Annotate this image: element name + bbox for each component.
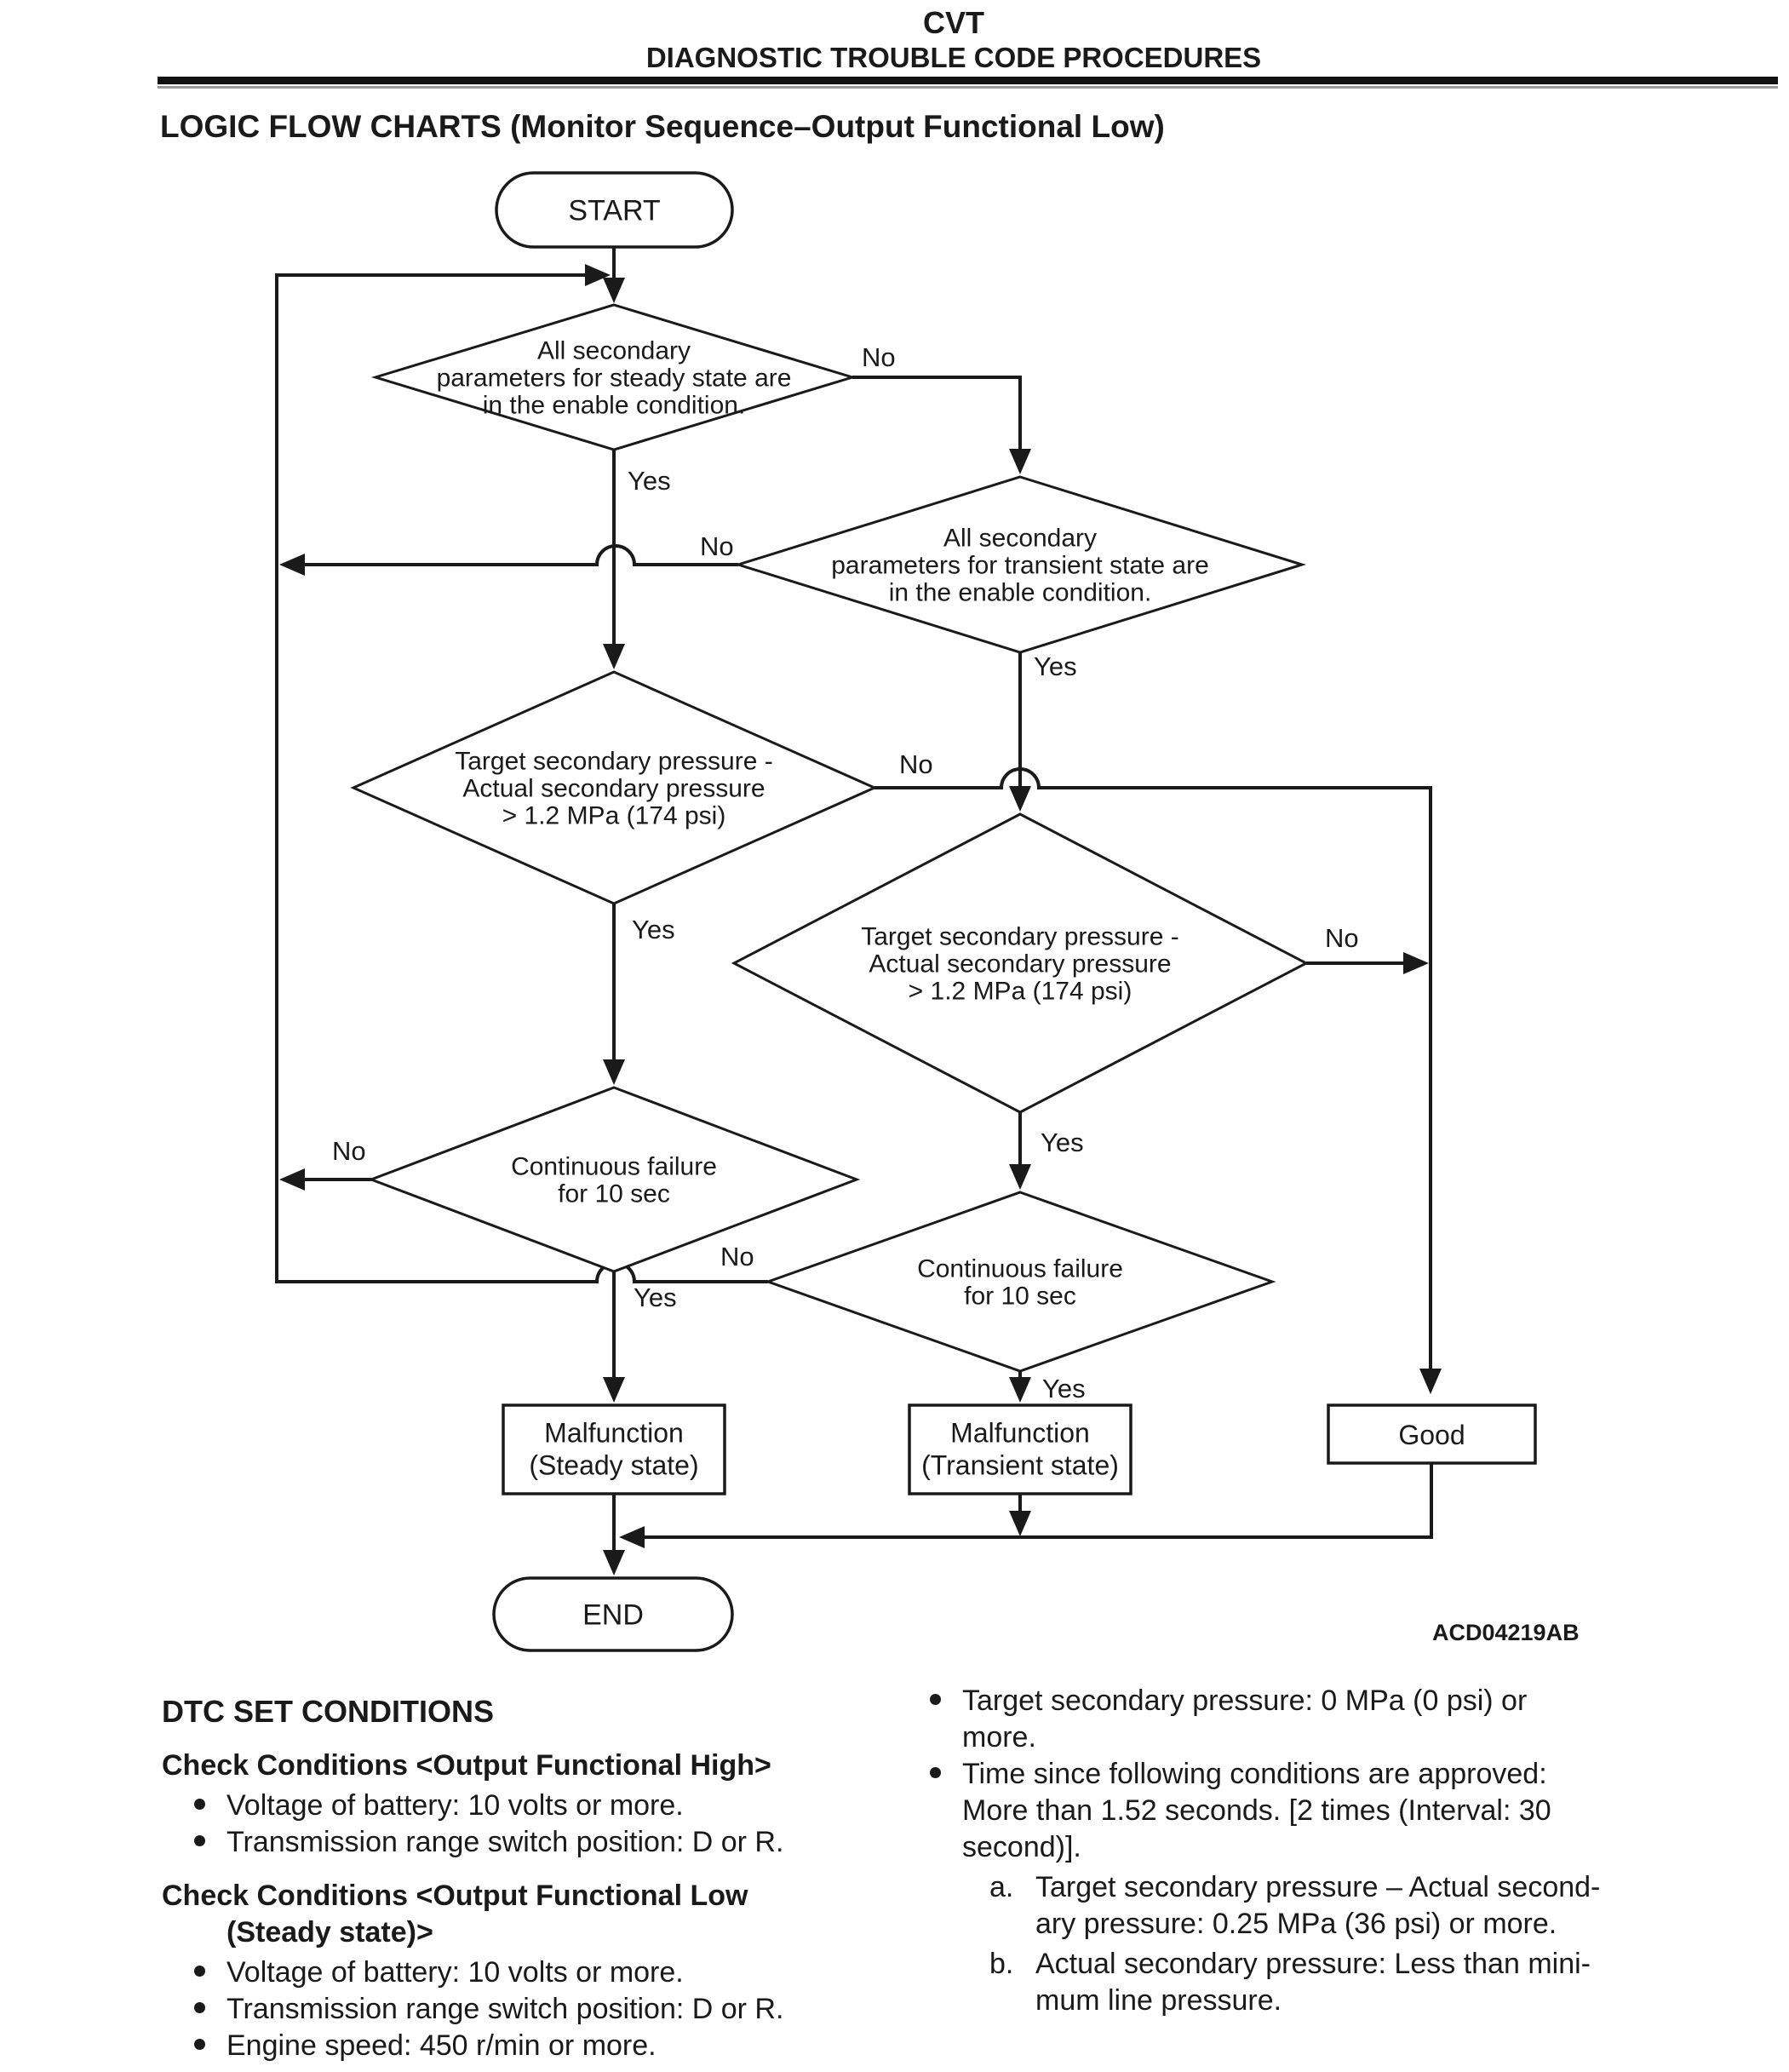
node-label-line: parameters for steady state are xyxy=(436,364,792,393)
branch-label-transient-failure-no-label: No xyxy=(720,1242,754,1271)
condition-item: Engine speed: 450 r/min or more. xyxy=(226,2028,657,2064)
node-label-line: START xyxy=(568,194,661,227)
condition-item: Voltage of battery: 10 volts or more. xyxy=(226,1788,684,1824)
edge-steady-params-no xyxy=(852,377,1031,474)
flowchart-node-malfunction-steady xyxy=(503,1405,725,1494)
check-conditions-title: Check Conditions <Output Functional High> xyxy=(162,1749,771,1782)
arrowhead-steady-params-no xyxy=(1009,449,1031,474)
arrowhead-steady-failure-yes xyxy=(603,1377,625,1403)
arrowhead-malfunction-steady-to-end xyxy=(603,1550,625,1576)
edge-steady-pressure-yes xyxy=(603,904,625,1085)
arrowhead-malfunction-transient-merge xyxy=(1009,1511,1031,1536)
branch-label-transient-params-yes-label: Yes xyxy=(1034,651,1077,681)
condition-item: More than 1.52 seconds. [2 times (Interval: 30 xyxy=(962,1794,1551,1827)
arrowhead-good-merge xyxy=(619,1526,645,1548)
branch-label-steady-params-yes-label: Yes xyxy=(628,466,671,496)
node-label-line: > 1.2 MPa (174 psi) xyxy=(502,801,726,830)
condition-sub-item: Actual secondary pressure: Less than mini- b. xyxy=(1035,1946,1591,1983)
dtc-heading: DTC SET CONDITIONS xyxy=(162,1694,495,1729)
edge-malfunction-transient-merge xyxy=(1009,1494,1031,1536)
sub-item-marker: b. xyxy=(989,1948,1014,1980)
arrowhead-start-to-steady-params xyxy=(603,278,625,303)
branch-label-transient-pressure-yes-label: Yes xyxy=(1041,1128,1084,1157)
arrowhead-steady-params-yes xyxy=(603,644,625,669)
flowchart-node-decision-transient-failure xyxy=(768,1192,1272,1371)
condition-sub-item: Target secondary pressure – Actual second- a. xyxy=(1035,1869,1600,1906)
branch-label-transient-params-no-label: No xyxy=(700,531,734,561)
arrowhead-transient-failure-yes xyxy=(1009,1377,1031,1403)
doc-subtitle: DIAGNOSTIC TROUBLE CODE PROCEDURES xyxy=(645,42,1262,73)
arrowhead-steady-failure-no xyxy=(279,1168,305,1191)
branch-label-transient-pressure-no-label: No xyxy=(1325,923,1359,953)
node-label-line: Good xyxy=(1398,1420,1465,1450)
edge-transient-pressure-no xyxy=(1306,952,1429,974)
flowchart-node-malfunction-transient xyxy=(909,1405,1131,1494)
page-title: LOGIC FLOW CHARTS (Monitor Sequence–Output Functional Low) xyxy=(160,109,1165,144)
check-conditions-title: (Steady state)> xyxy=(226,1916,433,1949)
condition-item: Target secondary pressure: 0 MPa (0 psi) or xyxy=(962,1683,1527,1719)
flowchart-node-end xyxy=(494,1578,732,1650)
branch-label-steady-failure-no-label: No xyxy=(332,1136,366,1166)
node-label-line: parameters for transient state are xyxy=(831,551,1209,580)
flowchart-node-decision-steady-failure xyxy=(371,1088,857,1271)
condition-item: second)]. xyxy=(962,1831,1081,1863)
node-label-line: for 10 sec xyxy=(964,1282,1076,1311)
branch-label-steady-pressure-yes-label: Yes xyxy=(632,915,675,944)
branch-label-steady-failure-yes-label: Yes xyxy=(634,1283,677,1312)
condition-item: Voltage of battery: 10 volts or more. xyxy=(226,1954,684,1991)
arrowhead-transient-params-yes xyxy=(1009,786,1031,812)
edge-transient-pressure-yes xyxy=(1009,1112,1031,1190)
node-label-line: > 1.2 MPa (174 psi) xyxy=(908,977,1132,1006)
flowchart-node-decision-transient-pressure xyxy=(734,814,1306,1112)
node-label-line: in the enable condition. xyxy=(888,578,1152,607)
arrowhead-steady-pressure-yes xyxy=(603,1059,625,1085)
node-label-line: All secondary xyxy=(536,336,691,365)
node-label-line: END xyxy=(582,1598,644,1632)
node-label-line: in the enable condition. xyxy=(482,391,746,420)
edge-transient-params-yes xyxy=(1009,652,1031,812)
node-label-line: Malfunction xyxy=(950,1417,1090,1449)
edge-steady-failure-yes xyxy=(603,1271,625,1403)
edge-steady-params-yes xyxy=(603,450,625,669)
flowchart-node-good xyxy=(1328,1405,1535,1463)
node-label-line: All secondary xyxy=(943,524,1098,553)
node-label-line: Continuous failure xyxy=(511,1152,717,1181)
node-label-line: Actual secondary pressure xyxy=(462,774,765,803)
node-label-line: Target secondary pressure - xyxy=(861,922,1179,951)
flowchart-node-start xyxy=(496,173,732,247)
figure-code: ACD04219AB xyxy=(1432,1620,1580,1645)
branch-label-steady-pressure-no-label: No xyxy=(899,749,933,779)
condition-item: Transmission range switch position: D or R. xyxy=(226,1824,783,1861)
check-conditions-title: Check Conditions <Output Functional Low xyxy=(162,1880,748,1912)
condition-item: Time since following conditions are approved: xyxy=(962,1756,1547,1793)
branch-label-transient-failure-yes-label: Yes xyxy=(1042,1374,1086,1403)
node-label-line: for 10 sec xyxy=(558,1179,670,1208)
arrowhead-transient-pressure-no xyxy=(1403,952,1429,974)
arrowhead-transient-params-no xyxy=(279,554,305,576)
condition-sub-item: mum line pressure. xyxy=(1035,1984,1282,2017)
node-label-line: Target secondary pressure - xyxy=(455,747,773,776)
node-label-line: Malfunction xyxy=(544,1417,684,1449)
sub-item-marker: a. xyxy=(989,1871,1014,1903)
branch-label-steady-params-no-label: No xyxy=(862,342,896,372)
node-label-line: Continuous failure xyxy=(917,1254,1123,1283)
condition-item: more. xyxy=(962,1721,1036,1753)
edge-transient-failure-yes xyxy=(1009,1371,1031,1403)
flowchart-node-decision-transient-params xyxy=(738,477,1302,652)
node-label-line: (Steady state) xyxy=(529,1449,699,1481)
doc-title: CVT xyxy=(923,5,984,40)
condition-sub-item: ary pressure: 0.25 MPa (36 psi) or more. xyxy=(1035,1908,1557,1940)
edge-steady-failure-no xyxy=(279,1168,371,1191)
flowchart-node-decision-steady-params xyxy=(376,305,852,450)
condition-item: Transmission range switch position: D or R. xyxy=(226,1991,783,2028)
arrowhead-transient-pressure-yes xyxy=(1009,1164,1031,1190)
edge-transient-params-no xyxy=(279,546,738,576)
edge-malfunction-steady-to-end xyxy=(603,1494,625,1576)
flowchart-node-decision-steady-pressure xyxy=(353,672,874,904)
node-label-line: Actual secondary pressure xyxy=(869,950,1172,979)
arrowhead-steady-pressure-no-rail xyxy=(1419,1369,1442,1394)
node-label-line: (Transient state) xyxy=(921,1449,1119,1481)
